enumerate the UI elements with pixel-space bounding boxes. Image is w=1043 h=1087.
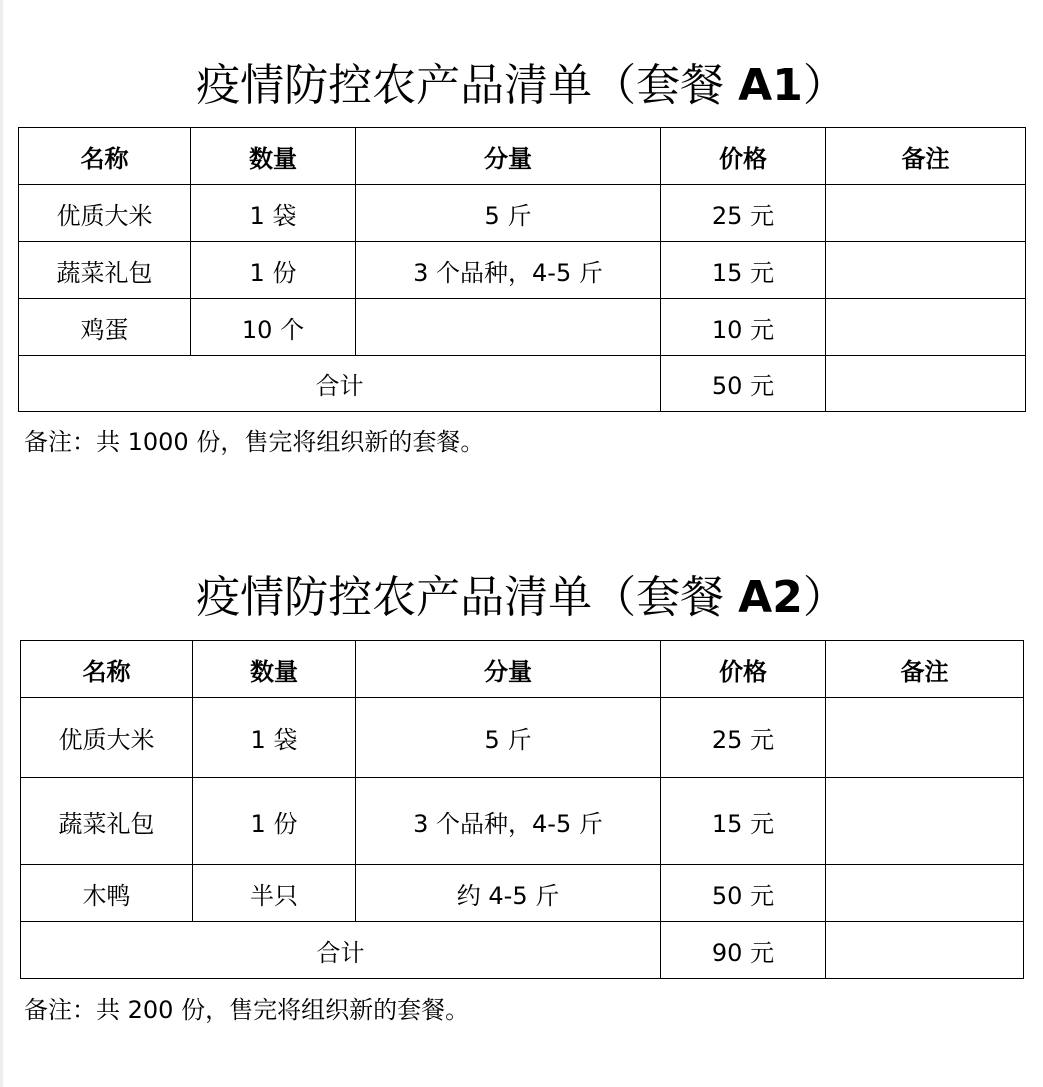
- cell-portion: 3 个品种，4-5 斤: [356, 778, 661, 865]
- cell-price: 50 元: [661, 865, 826, 922]
- header-name: 名称: [19, 128, 191, 185]
- cell-quantity: 1 袋: [193, 698, 356, 778]
- cell-quantity: 半只: [193, 865, 356, 922]
- cell-quantity: 1 袋: [191, 185, 356, 242]
- cell-price: 25 元: [661, 185, 826, 242]
- cell-portion: [356, 299, 661, 356]
- package-a2-title: [0, 570, 1043, 626]
- table-header-row: [19, 128, 1026, 185]
- page-left-edge: [0, 0, 3, 1087]
- package-a1-title: [0, 58, 1043, 114]
- total-remark: [826, 922, 1024, 979]
- cell-price: 25 元: [661, 698, 826, 778]
- header-portion: 分量: [356, 641, 661, 698]
- table-total-row: [21, 922, 1024, 979]
- table-row: [19, 242, 1026, 299]
- total-price: 50 元: [661, 356, 826, 412]
- cell-name: 蔬菜礼包: [19, 242, 191, 299]
- cell-remark: [826, 185, 1026, 242]
- total-label: 合计: [19, 356, 661, 412]
- cell-name: 鸡蛋: [19, 299, 191, 356]
- cell-remark: [826, 865, 1024, 922]
- total-label: 合计: [21, 922, 661, 979]
- cell-name: 优质大米: [21, 698, 193, 778]
- cell-remark: [826, 698, 1024, 778]
- header-quantity: 数量: [191, 128, 356, 185]
- header-quantity: 数量: [193, 641, 356, 698]
- cell-price: 10 元: [661, 299, 826, 356]
- total-price: 90 元: [661, 922, 826, 979]
- header-remark: 备注: [826, 128, 1026, 185]
- cell-price: 15 元: [661, 778, 826, 865]
- cell-price: 15 元: [661, 242, 826, 299]
- header-price: 价格: [661, 641, 826, 698]
- cell-portion: 约 4-5 斤: [356, 865, 661, 922]
- cell-name: 优质大米: [19, 185, 191, 242]
- package-a1-note: 备注：共 1000 份，售完将组织新的套餐。: [24, 428, 485, 456]
- cell-name: 木鸭: [21, 865, 193, 922]
- table-header-row: [21, 641, 1024, 698]
- cell-portion: 5 斤: [356, 698, 661, 778]
- cell-remark: [826, 299, 1026, 356]
- cell-remark: [826, 778, 1024, 865]
- package-a2-title-close: ）: [802, 572, 847, 623]
- cell-quantity: 1 份: [191, 242, 356, 299]
- package-a2-title-text: 疫情防控农产品清单（套餐: [196, 572, 739, 623]
- table-row: [21, 698, 1024, 778]
- cell-portion: 5 斤: [356, 185, 661, 242]
- table-row: [19, 299, 1026, 356]
- header-portion: 分量: [356, 128, 661, 185]
- package-a2-note: 备注：共 200 份，售完将组织新的套餐。: [24, 996, 470, 1024]
- cell-remark: [826, 242, 1026, 299]
- cell-name: 蔬菜礼包: [21, 778, 193, 865]
- cell-quantity: 10 个: [191, 299, 356, 356]
- header-name: 名称: [21, 641, 193, 698]
- table-row: [21, 778, 1024, 865]
- table-row: [21, 865, 1024, 922]
- package-a1-title-text: 疫情防控农产品清单（套餐: [196, 60, 739, 111]
- package-a2-table: [20, 640, 1024, 979]
- header-remark: 备注: [826, 641, 1024, 698]
- package-a1-table: [18, 127, 1026, 412]
- package-a2-title-code: A2: [738, 572, 803, 623]
- cell-quantity: 1 份: [193, 778, 356, 865]
- package-a1-title-close: ）: [802, 60, 847, 111]
- cell-portion: 3 个品种，4-5 斤: [356, 242, 661, 299]
- total-remark: [826, 356, 1026, 412]
- table-row: [19, 185, 1026, 242]
- header-price: 价格: [661, 128, 826, 185]
- table-total-row: [19, 356, 1026, 412]
- package-a1-title-code: A1: [738, 60, 803, 111]
